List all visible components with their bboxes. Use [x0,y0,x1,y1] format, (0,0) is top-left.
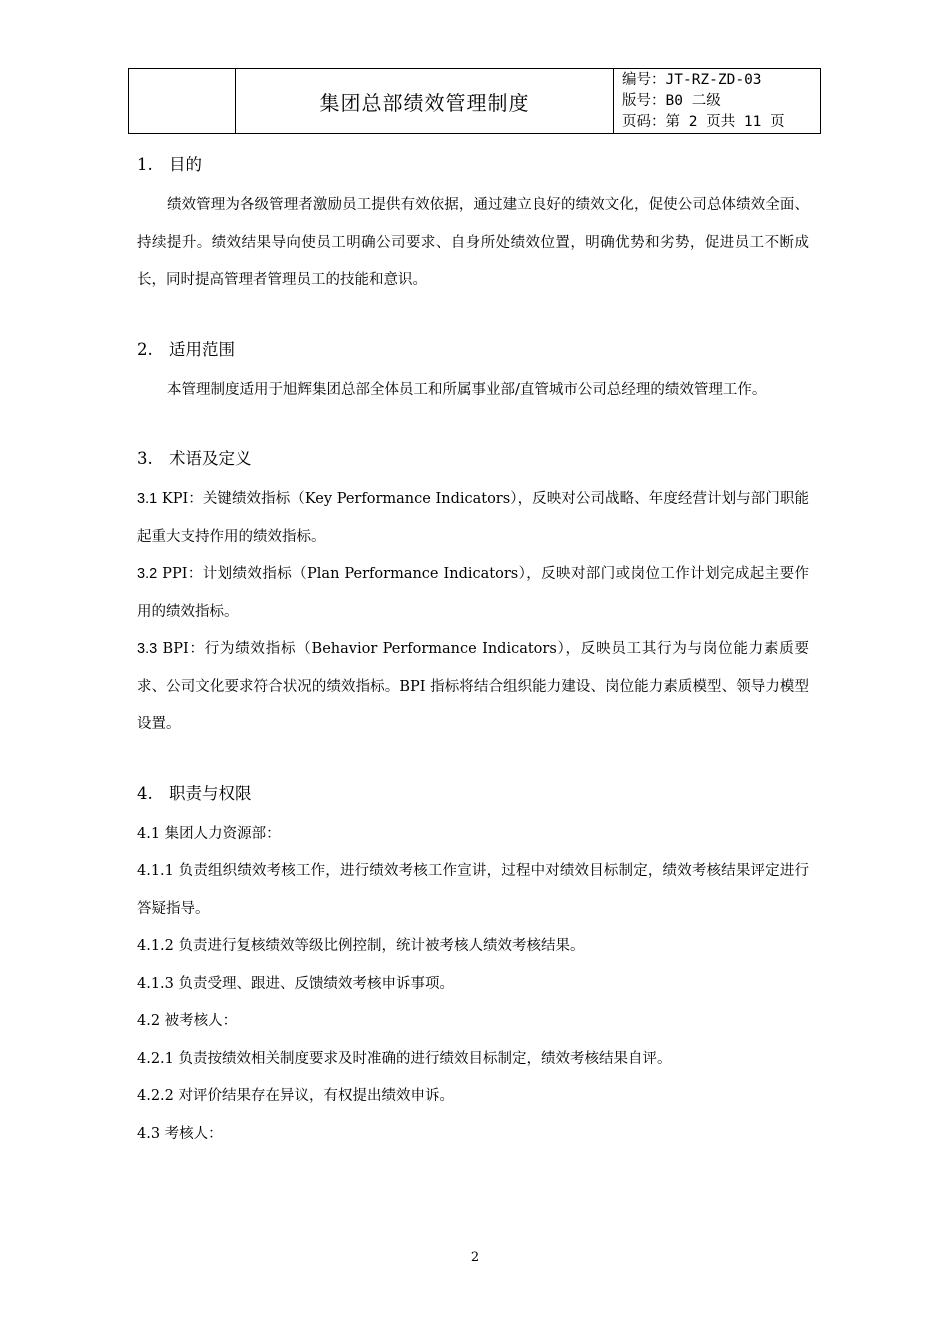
definition-item: 3.3 BPI：行为绩效指标（Behavior Performance Indicators），反映员工其行为与岗位能力素质要求、公司文化要求符合状况的绩效指标。BPI 指标将结合组织能力建设、岗位能力素质模型、领导力模型设置。 [137,641,809,732]
section-heading-4: 4. 职责与权限 [137,783,252,803]
document-version: 版号：B0 二级 [622,93,721,109]
responsibility-line: 4.2 被考核人： [137,1013,238,1029]
responsibility-line: 4.2.2 对评价结果存在异议，有权提出绩效申诉。 [137,1088,455,1104]
document-header-table [128,68,821,134]
responsibility-line: 4.3 考核人： [137,1125,223,1142]
responsibility-line: 4.2.1 负责按绩效相关制度要求及时准确的进行绩效目标制定，绩效考核结果自评。 [137,1050,672,1067]
definition-item: 3.2 PPI：计划绩效指标（Plan Performance Indicators），反映对部门或岗位工作计划完成起主要作用的绩效指标。 [137,566,809,620]
responsibility-line: 4.1.3 负责受理、跟进、反馈绩效考核申诉事项。 [137,975,455,992]
responsibility-line: 4.1.2 负责进行复核绩效等级比例控制，统计被考核人绩效考核结果。 [137,938,585,954]
document-body [137,145,809,1153]
logo-cell [129,69,236,133]
section-heading-1: 1. 目的 [137,155,202,174]
document-title: 集团总部绩效管理制度 [236,69,614,133]
document-meta [614,69,820,133]
section-heading-3: 3. 术语及定义 [137,449,252,468]
definition-item: 3.1 KPI：关键绩效指标（Key Performance Indicators），反映对公司战略、年度经营计划与部门职能起重大支持作用的绩效指标。 [137,491,809,545]
section-1-paragraph: 绩效管理为各级管理者激励员工提供有效依据，通过建立良好的绩效文化，促使公司总体绩效全面、持续提升。绩效结果导向使员工明确公司要求、自身所处绩效位置，明确优势和劣势，促进员工不断成长，同时提高管理者管理员工的技能和意识。 [137,197,809,288]
responsibility-line: 4.1.1 负责组织绩效考核工作，进行绩效考核工作宣讲，过程中对绩效目标制定，绩效考核结果评定进行答疑指导。 [137,863,809,917]
section-heading-2: 2. 适用范围 [137,339,235,359]
document-page-info: 页码：第 2 页共 11 页 [622,114,785,130]
responsibility-line: 4.1 集团人力资源部： [137,825,281,842]
document-code: 编号：JT-RZ-ZD-03 [622,72,762,88]
section-2-paragraph: 本管理制度适用于旭辉集团总部全体员工和所属事业部/直管城市公司总经理的绩效管理工作。 [167,381,767,398]
page-number: 2 [470,1250,480,1265]
